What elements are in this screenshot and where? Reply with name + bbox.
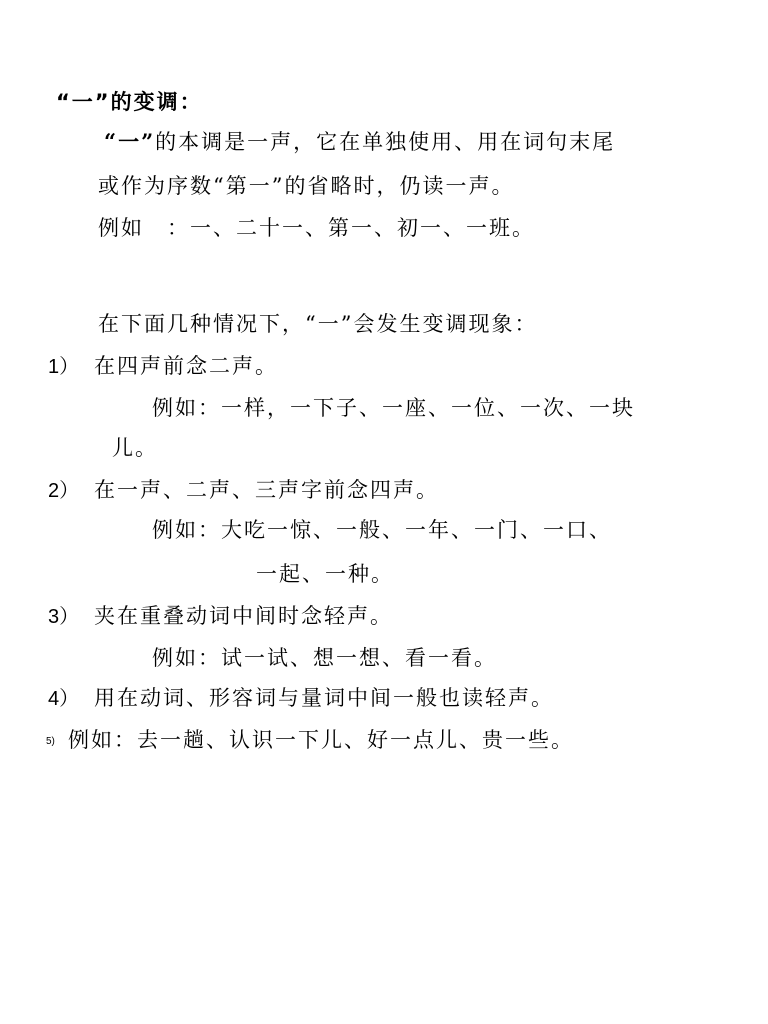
rule-4-text: 用在动词、形容词与量词中间一般也读轻声。 [94,686,554,710]
rule-2 [48,476,439,505]
rule-5-number: 5) [46,735,55,747]
rule-2-example-line-2: 一起、一种。 [256,562,394,586]
rule-1-text: 在四声前念二声。 [94,354,278,378]
section-title [56,88,203,116]
intro-line-1-text: 的本调是一声，它在单独使用、用在词句末尾 [155,130,616,154]
rule-4-number: 4） [48,688,80,710]
rule-4 [48,684,554,713]
rule-3-text: 夹在重叠动词中间时念轻声。 [94,604,393,628]
rule-3-example-line-1: 例如：试一试、想一想、看一看。 [152,646,497,670]
intro-example: 例如 ：一、二十一、第一、初一、一班。 [98,216,535,240]
rule-1-number: 1） [48,356,80,378]
rule-2-example-line-1: 例如：大吃一惊、一般、一年、一门、一口、 [152,518,612,542]
rule-1 [48,352,278,381]
intro-line-1 [104,128,615,156]
title-text: 的变调： [110,90,203,114]
intro-quote: “一” [104,129,156,154]
intro-line-2: 或作为序数“第一”的省略时，仍读一声。 [98,174,515,198]
rule-5-text: 例如：去一趟、认识一下儿、好一点儿、贵一些。 [68,728,574,752]
rule-2-text: 在一声、二声、三声字前念四声。 [94,478,439,502]
rule-3 [48,602,393,631]
title-quote: “一” [56,90,111,114]
rule-2-number: 2） [48,480,80,502]
rule-5 [46,726,574,756]
rule-1-example-line-2: 儿。 [112,436,158,460]
rule-1-example-line-1: 例如：一样，一下子、一座、一位、一次、一块 [152,396,635,420]
rule-3-number: 3） [48,606,80,628]
lead-sentence: 在下面几种情况下，“一”会发生变调现象： [98,312,538,336]
